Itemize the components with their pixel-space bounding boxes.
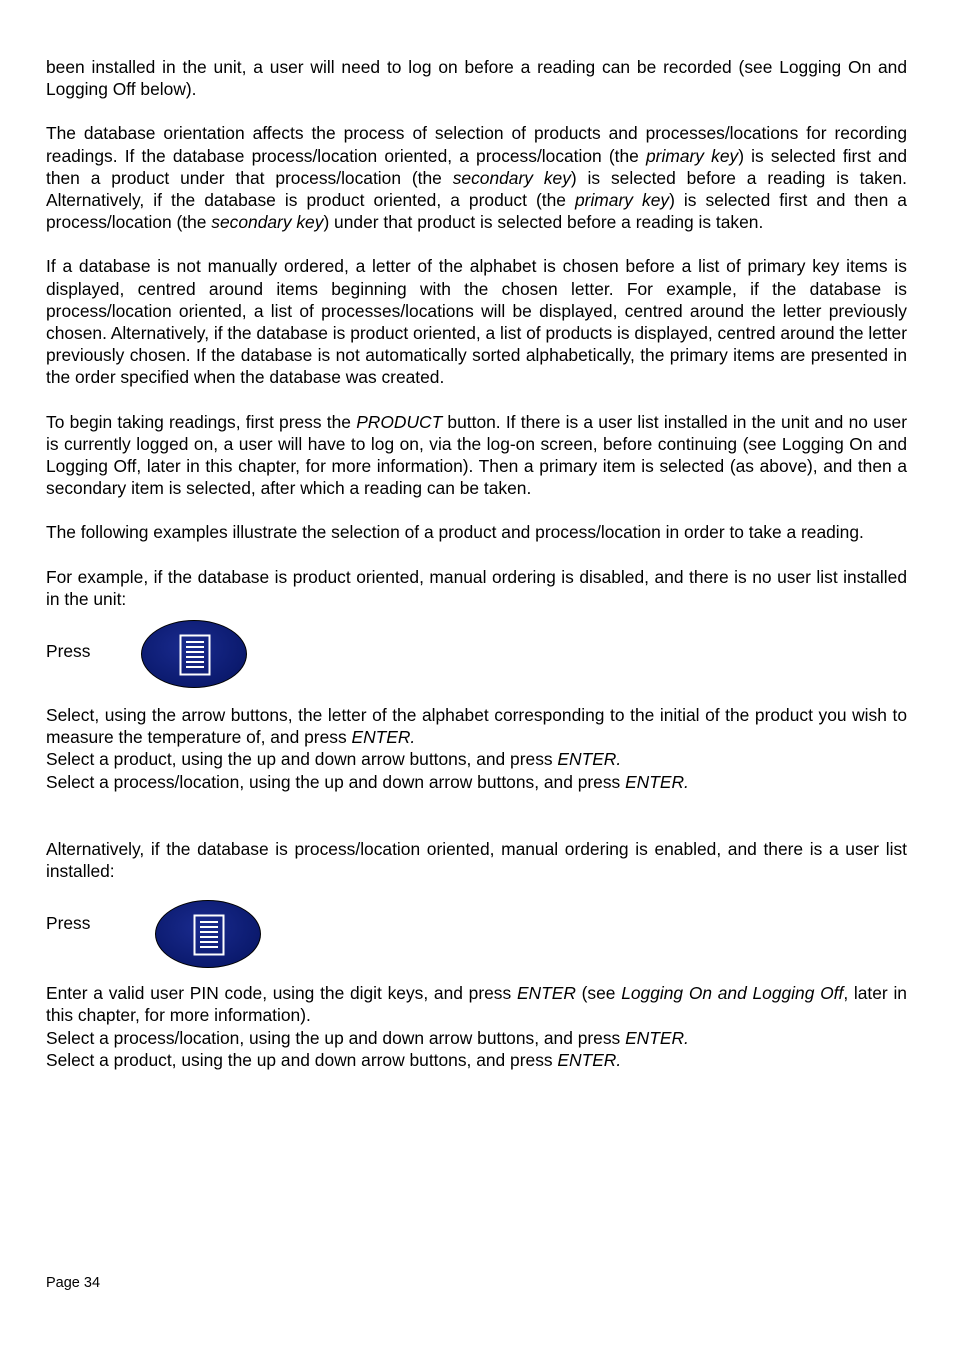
example2-step2 [46,1027,907,1049]
example1-step2 [46,748,907,770]
text-run: Select a process/location, using the up and down arrow buttons, and press [46,771,626,792]
document-page [46,56,907,1071]
example1-step3 [46,771,907,793]
emphasis-enter: ENTER. [625,1027,689,1048]
emphasis-enter: ENTER [516,983,576,1004]
product-button[interactable] [155,900,261,968]
emphasis-enter: ENTER. [557,1049,622,1070]
emphasis-secondary-key: secondary key [452,167,571,188]
example2-step3 [46,1049,907,1071]
text-run: ) is selected first and then a process/location (the [46,190,907,233]
example2-step1 [46,982,907,1026]
spacer [46,793,907,838]
text-run: (see [575,983,622,1004]
emphasis-secondary-key: secondary key [211,212,324,233]
product-list-icon [179,634,211,676]
emphasis-primary-key: primary key [574,190,670,211]
text-run: Enter a valid user PIN code, using the digit keys, and press [46,983,517,1004]
paragraph-begin-readings [46,411,907,500]
paragraph-example1-intro: For example, if the database is product oriented, manual ordering is disabled, and there is no user list installed in the unit: [46,566,907,609]
product-list-icon [193,914,225,956]
paragraph-logging-note: been installed in the unit, a user will need to log on before a reading can be recorded (see Logging On and Logging Off below). [46,57,907,100]
text-run: To begin taking readings, first press the [46,411,357,432]
paragraph-database-orientation [46,122,907,233]
text-run: Select, using the arrow buttons, the letter of the alphabet corresponding to the initial of the product you wish to measure the temperature of, and press [46,705,907,748]
text-run: Select a process/location, using the up and down arrow buttons, and press [46,1027,626,1048]
text-run: ) under that product is selected before a reading is taken. [323,212,764,233]
text-run: ) is selected first and then a product under that process/location (the [46,145,908,188]
emphasis-enter: ENTER. [557,749,622,770]
emphasis-enter: ENTER. [351,727,416,748]
press-label: Press [46,641,91,662]
emphasis-primary-key: primary key [646,145,739,166]
text-run: button. If there is a user list installed in the unit and no user is currently logged on, a user will have to log on, via the log-on screen, before continuing (see Logging On and Logging Off, later in this chapter, for more information). Then a primary item is selected (as above), and then a secondary item is selected, after which a reading can be taken. [46,411,907,499]
text-run: ) is selected before a reading is taken. Alternatively, if the database is product oriented, a product (the [46,167,908,211]
product-button[interactable] [141,620,247,688]
emphasis-product: PRODUCT [356,411,443,432]
paragraph-example2-intro: Alternatively, if the database is process/location oriented, manual ordering is enabled, and there is a user list installed: [46,838,907,882]
text-run: Select a product, using the up and down arrow buttons, and press [46,749,558,770]
paragraph-examples-intro: The following examples illustrate the selection of a product and process/location in order to take a reading. [46,522,864,543]
example1-step1 [46,704,907,748]
example1-press-row [46,620,907,690]
paragraph-manual-ordering: If a database is not manually ordered, a letter of the alphabet is chosen before a list of primary key items is displayed, centred around items beginning with the chosen letter. For example, if the database is process/location oriented, a list of processes/locations will be displayed, centred around the letter previously chosen. Alternatively, if the database is product oriented, a list of products is displayed, centred around the letter previously chosen. If the database is not automatically sorted alphabetically, the primary items are presented in the order specified when the database was created. [46,256,908,388]
emphasis-logging: Logging On and Logging Off [621,983,844,1004]
text-run: The database orientation affects the process of selection of products and processes/locations for recording readings. If the database process/location oriented, a process/location (the [46,123,907,166]
text-run: , later in this chapter, for more information). [46,983,907,1026]
text-run: Select a product, using the up and down arrow buttons, and press [46,1049,558,1070]
press-label: Press [46,913,91,934]
emphasis-enter: ENTER. [625,771,689,792]
example2-press-row [46,900,907,970]
page-number: Page 34 [46,1275,101,1291]
